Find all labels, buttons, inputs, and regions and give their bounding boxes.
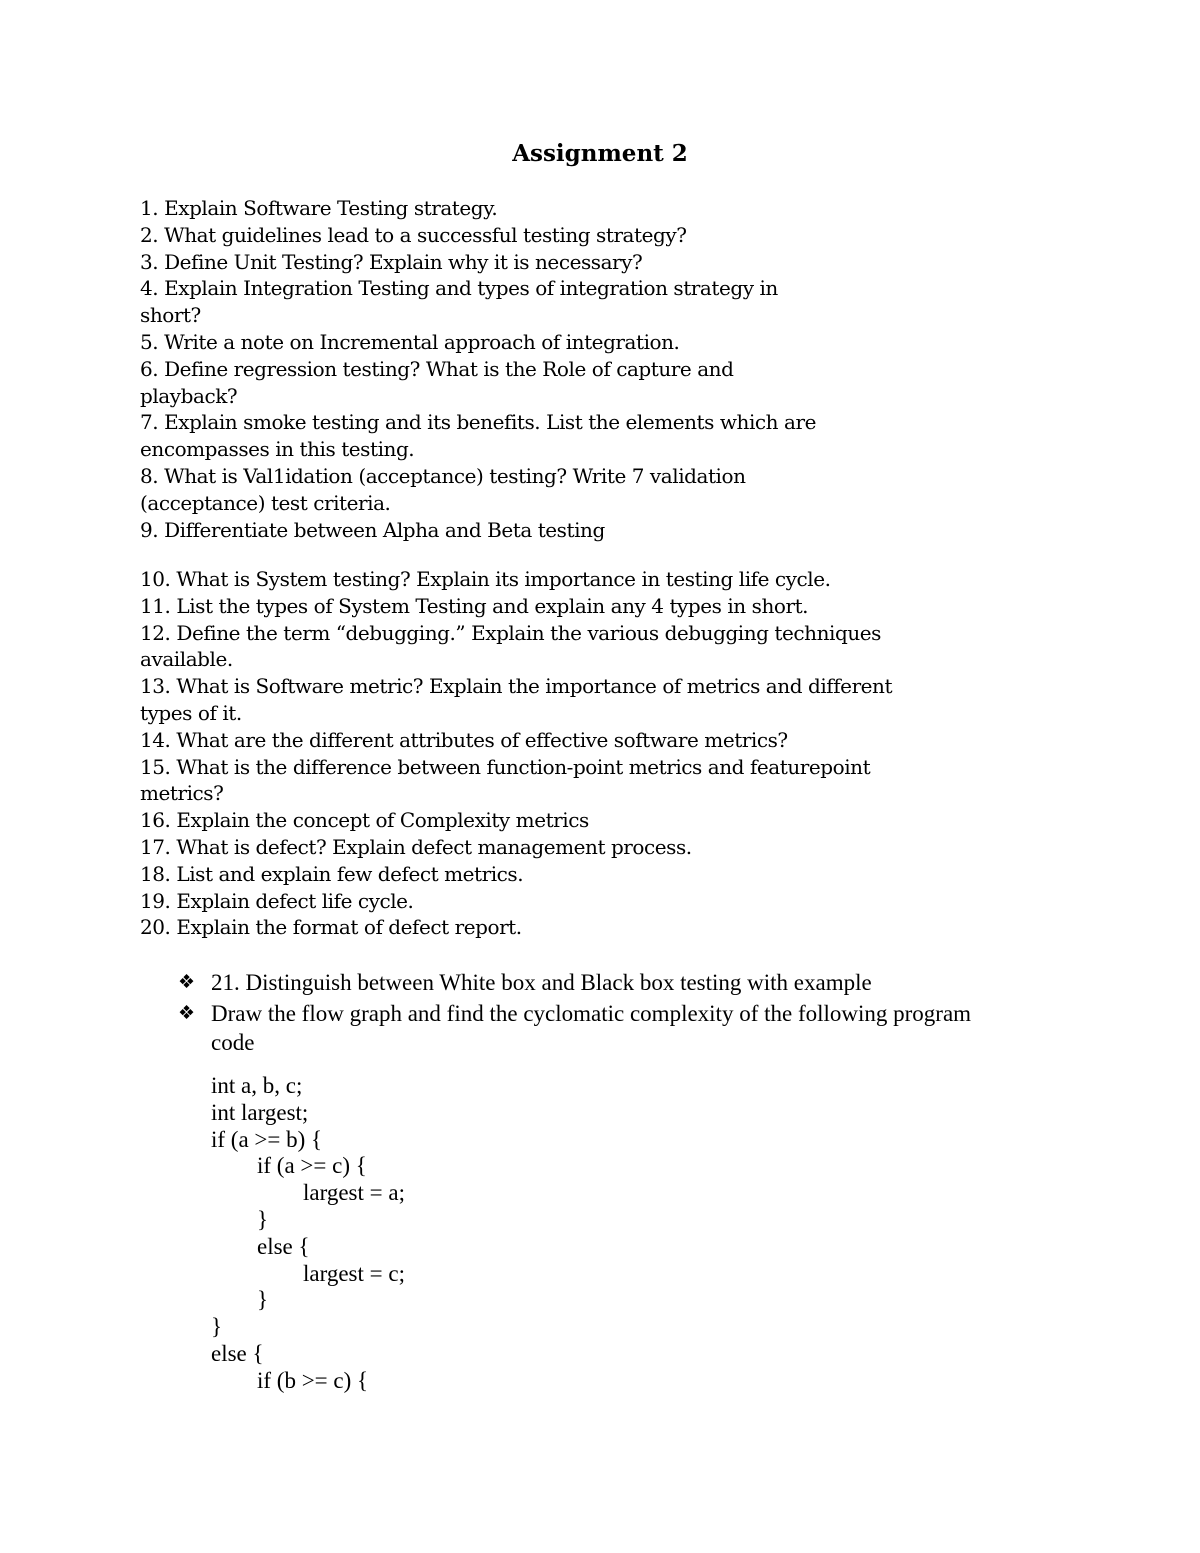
diamond-star-icon: ❖ [178, 972, 196, 993]
question-item: 13. What is Software metric? Explain the importance of metrics and different types of it. [140, 674, 893, 725]
code-line: int largest; [211, 1099, 309, 1125]
code-line: else { [211, 1340, 264, 1366]
bullet-text: Draw the flow graph and find the cyclomatic complexity of the following program code [211, 1001, 972, 1055]
code-line: largest = c; [211, 1260, 405, 1286]
question-item: 2. What guidelines lead to a successful testing strategy? [140, 222, 687, 247]
bullet-text: 21. Distinguish between White box and Black box testing with example [211, 970, 872, 995]
bullet-item [178, 968, 978, 997]
question-item: 18. List and explain few defect metrics. [140, 861, 524, 886]
question-item: 1. Explain Software Testing strategy. [140, 196, 498, 220]
code-line: if (a >= b) { [211, 1126, 323, 1152]
question-item: 16. Explain the concept of Complexity metrics [140, 808, 589, 833]
question-item: 3. Define Unit Testing? Explain why it is necessary? [140, 249, 643, 274]
code-line: if (b >= c) { [211, 1367, 369, 1393]
question-item: 15. What is the difference between function-point metrics and featurepoint metrics? [140, 754, 871, 806]
question-item: 6. Define regression testing? What is the Role of capture and playback? [140, 356, 734, 408]
bullet-list [178, 968, 978, 1059]
question-item: 10. What is System testing? Explain its importance in testing life cycle. [140, 567, 831, 591]
question-item: 11. List the types of System Testing and explain any 4 types in short. [140, 593, 809, 618]
page-title: Assignment 2 [512, 140, 688, 167]
question-item: 19. Explain defect life cycle. [140, 888, 414, 913]
code-line: largest = a; [211, 1180, 405, 1206]
question-item: 14. What are the different attributes of effective software metrics? [140, 727, 788, 752]
code-line: } [211, 1314, 223, 1340]
question-item: 12. Define the term “debugging.” Explain the various debugging techniques available. [140, 620, 881, 672]
question-item: 17. What is defect? Explain defect management process. [140, 834, 692, 859]
question-item: 7. Explain smoke testing and its benefits. List the elements which are encompasses in this testing. [140, 410, 816, 462]
code-line: else { [211, 1233, 310, 1259]
bullet-item [178, 999, 978, 1057]
code-block [211, 1073, 405, 1395]
question-item: 20. Explain the format of defect report. [140, 915, 522, 940]
question-list-part2 [140, 566, 920, 941]
code-line: if (a >= c) { [211, 1153, 367, 1179]
code-line: } [211, 1206, 269, 1232]
question-item: 5. Write a note on Incremental approach of integration. [140, 329, 680, 354]
question-item: 8. What is Val1idation (acceptance) testing? Write 7 validation (acceptance) test criteria. [140, 463, 746, 515]
code-line: } [211, 1287, 269, 1313]
question-list-part1 [140, 195, 820, 543]
question-item: 4. Explain Integration Testing and types of integration strategy in short? [140, 276, 778, 328]
question-item: 9. Differentiate between Alpha and Beta testing [140, 517, 605, 542]
code-line: int a, b, c; [211, 1073, 303, 1098]
diamond-star-icon: ❖ [178, 1003, 196, 1024]
